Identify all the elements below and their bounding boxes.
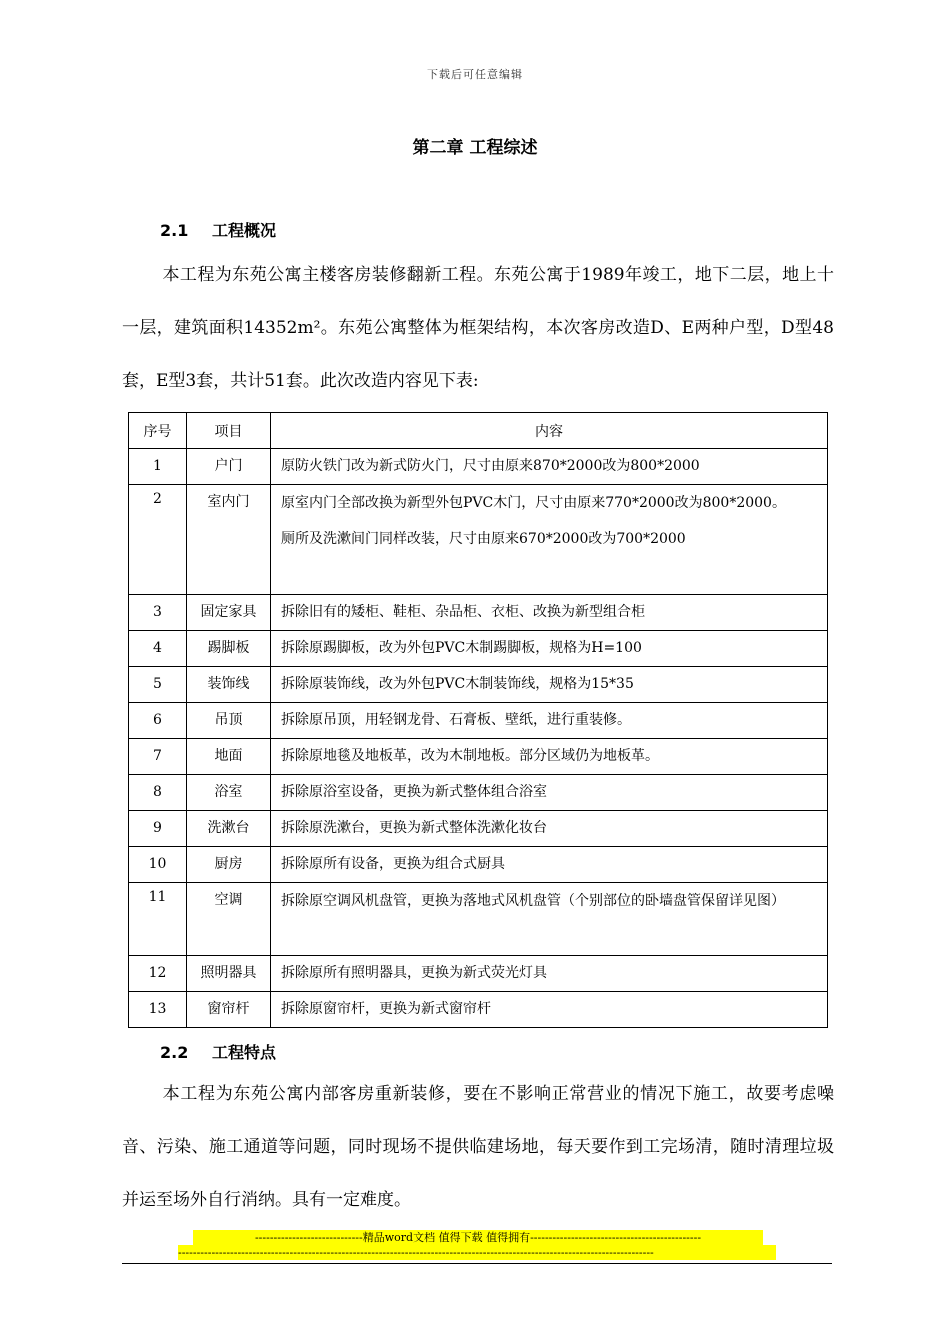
row-item: 室内门 xyxy=(187,485,271,595)
row-seq: 1 xyxy=(129,449,187,485)
footer-banner-dashes: -------------------------------------------------------------------------------------------------------------------------------- xyxy=(178,1245,776,1260)
row-item: 照明器具 xyxy=(187,956,271,992)
row-seq: 13 xyxy=(129,992,187,1028)
header-item: 项目 xyxy=(187,413,271,449)
section-heading-2-1 xyxy=(160,218,276,241)
row-seq: 4 xyxy=(129,631,187,667)
row-content: 拆除原地毯及地板革，改为木制地板。部分区域仍为地板革。 xyxy=(271,739,828,775)
row-seq: 9 xyxy=(129,811,187,847)
table-header-row xyxy=(129,413,828,449)
section-heading-2-2 xyxy=(160,1040,276,1063)
table-row xyxy=(129,703,828,739)
row-item: 厨房 xyxy=(187,847,271,883)
paragraph-text: 本工程为东苑公寓主楼客房装修翻新工程。东苑公寓于1989年竣工，地下二层，地上十一层，建筑面积14352m²。东苑公寓整体为框架结构，本次客房改造D、E两种户型，D型48套，E型3套，共计51套。此次改造内容见下表: xyxy=(122,265,834,391)
row-item: 踢脚板 xyxy=(187,631,271,667)
row-seq: 7 xyxy=(129,739,187,775)
row-content-line: 厕所及洗漱间门同样改装，尺寸由原来670*2000改为700*2000 xyxy=(281,531,686,547)
row-seq: 8 xyxy=(129,775,187,811)
row-seq: 5 xyxy=(129,667,187,703)
row-item: 浴室 xyxy=(187,775,271,811)
row-content: 拆除原吊顶，用轻钢龙骨、石膏板、壁纸，进行重装修。 xyxy=(271,703,828,739)
row-item: 户门 xyxy=(187,449,271,485)
row-seq: 6 xyxy=(129,703,187,739)
table-row xyxy=(129,739,828,775)
row-content: 拆除原装饰线，改为外包PVC木制装饰线，规格为15*35 xyxy=(271,667,828,703)
row-content: 原防火铁门改为新式防火门，尺寸由原来870*2000改为800*2000 xyxy=(271,449,828,485)
row-seq: 11 xyxy=(129,883,187,956)
table-row xyxy=(129,631,828,667)
header-content: 内容 xyxy=(271,413,828,449)
row-content: 拆除原踢脚板，改为外包PVC木制踢脚板，规格为H=100 xyxy=(271,631,828,667)
row-content-line: 原室内门全部改换为新型外包PVC木门，尺寸由原来770*2000改为800*2000。 xyxy=(281,495,786,511)
row-seq: 2 xyxy=(129,485,187,595)
table-row xyxy=(129,667,828,703)
table-row xyxy=(129,847,828,883)
row-content: 拆除原浴室设备，更换为新式整体组合浴室 xyxy=(271,775,828,811)
row-item: 空调 xyxy=(187,883,271,956)
row-seq: 10 xyxy=(129,847,187,883)
row-content xyxy=(271,485,828,595)
table-row xyxy=(129,595,828,631)
row-item: 洗漱台 xyxy=(187,811,271,847)
table-row xyxy=(129,956,828,992)
footer-banner: -----------------------------精品word文档 值得下载 值得拥有---------------------------------------------- xyxy=(193,1230,763,1245)
row-item: 窗帘杆 xyxy=(187,992,271,1028)
table-row xyxy=(129,992,828,1028)
row-item: 固定家具 xyxy=(187,595,271,631)
row-seq: 3 xyxy=(129,595,187,631)
row-content: 拆除原所有设备，更换为组合式厨具 xyxy=(271,847,828,883)
section-paragraph-features xyxy=(122,1068,834,1227)
row-item: 吊顶 xyxy=(187,703,271,739)
page-header: 下载后可任意编辑 xyxy=(427,68,523,81)
table-row xyxy=(129,811,828,847)
section-paragraph-overview xyxy=(122,249,834,408)
renovation-table xyxy=(128,412,828,1028)
paragraph-text: 本工程为东苑公寓内部客房重新装修，要在不影响正常营业的情况下施工，故要考虑噪音、污染、施工通道等问题，同时现场不提供临建场地，每天要作到工完场清，随时清理垃圾并运至场外自行消纳。具有一定难度。 xyxy=(122,1084,834,1210)
table-row xyxy=(129,883,828,956)
table-row xyxy=(129,485,828,595)
section-number: 2.1 xyxy=(160,221,189,240)
footer-rule xyxy=(122,1263,832,1264)
row-item: 地面 xyxy=(187,739,271,775)
header-seq: 序号 xyxy=(129,413,187,449)
row-seq: 12 xyxy=(129,956,187,992)
row-content: 拆除旧有的矮柜、鞋柜、杂品柜、衣柜、改换为新型组合柜 xyxy=(271,595,828,631)
row-content: 拆除原窗帘杆，更换为新式窗帘杆 xyxy=(271,992,828,1028)
section-title: 工程概况 xyxy=(212,221,277,240)
row-content: 拆除原洗漱台，更换为新式整体洗漱化妆台 xyxy=(271,811,828,847)
table-row xyxy=(129,775,828,811)
section-title: 工程特点 xyxy=(212,1043,277,1062)
table-row xyxy=(129,449,828,485)
row-item: 装饰线 xyxy=(187,667,271,703)
row-content: 拆除原空调风机盘管，更换为落地式风机盘管（个别部位的卧墙盘管保留详见图） xyxy=(271,883,828,956)
section-number: 2.2 xyxy=(160,1043,189,1062)
chapter-title: 第二章 工程综述 xyxy=(412,138,538,158)
row-content: 拆除原所有照明器具，更换为新式荧光灯具 xyxy=(271,956,828,992)
